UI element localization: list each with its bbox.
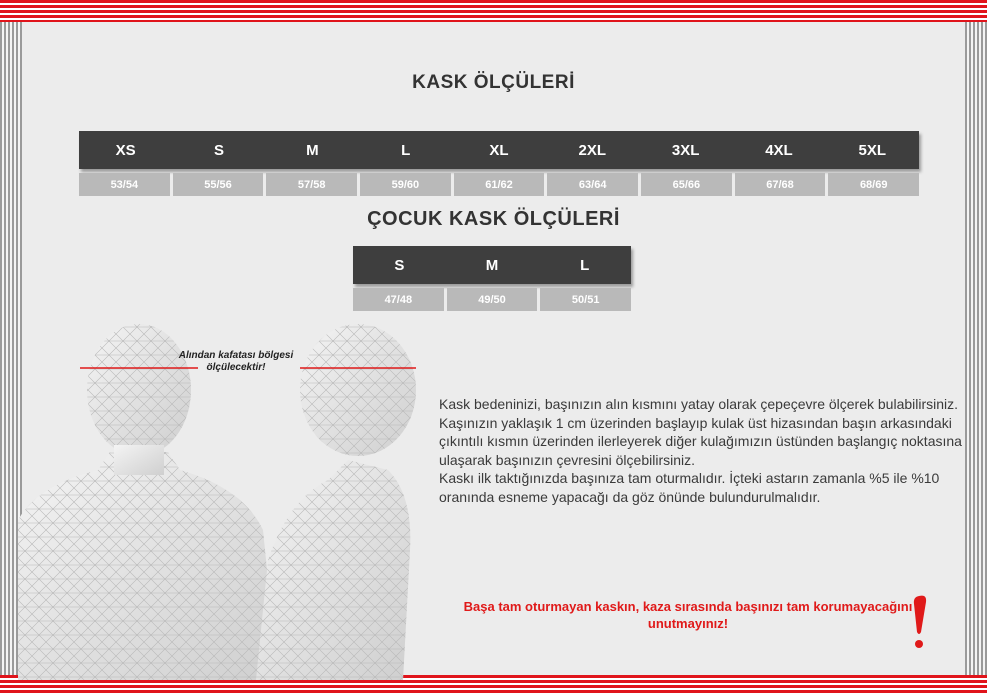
measurement-cell: 55/56 — [173, 173, 264, 196]
size-label: 3XL — [671, 141, 700, 159]
measurement-cell: 61/62 — [454, 173, 545, 196]
adult-size-header-row — [79, 131, 919, 169]
size-label: L — [580, 256, 590, 274]
warning-text: Başa tam oturmayan kaskın, kaza sırasında başınızı tam korumayacağını unutmayınız! — [463, 599, 913, 631]
child-size-header-row — [353, 246, 631, 284]
size-label: XL — [489, 141, 509, 159]
child-size-table — [353, 246, 631, 311]
measurement-cell: 50/51 — [540, 288, 631, 311]
size-label: M — [485, 256, 499, 274]
description-paragraph: Kaskı ilk taktığınızda başınıza tam oturmalıdır. İçteki astarın zamanla %5 ile %10 oranında esneme yapacağı da göz önünde bulundurulmalıdır. — [439, 470, 940, 505]
child-size-title: ÇOCUK KASK ÖLÇÜLERİ — [367, 208, 620, 230]
adult-size-table — [79, 131, 919, 196]
measurement-cell: 63/64 — [547, 173, 638, 196]
measurement-cell: 65/66 — [641, 173, 732, 196]
exclamation-icon — [905, 592, 935, 652]
measurement-cell: 47/48 — [353, 288, 444, 311]
measurement-cell: 57/58 — [266, 173, 357, 196]
right-border-stripes — [965, 22, 987, 675]
head-measurement-illustration — [18, 320, 448, 680]
front-figure — [18, 324, 278, 680]
size-label: L — [401, 141, 411, 159]
measurement-cell: 68/69 — [828, 173, 919, 196]
adult-measurement-row — [79, 173, 919, 196]
child-measurement-row — [353, 288, 631, 311]
size-label: S — [213, 141, 224, 159]
description-paragraph: Kask bedeninizi, başınızın alın kısmını yatay olarak çepeçevre ölçerek bulabilirsiniz. Kaşınızın yaklaşık 1 cm üzerinden başlayıp kulak üst hizasından başın arkasındaki çıkıntılı kısmın üzerinden ilerleyerek diğer kulağımızın üstünden başlangıç noktasına ulaşarak başınızın çevresini ölçebilirsiniz. — [439, 396, 962, 468]
measurement-cell: 67/68 — [735, 173, 826, 196]
size-label: 4XL — [765, 141, 793, 159]
measurement-cell: 53/54 — [79, 173, 170, 196]
size-label: S — [394, 256, 405, 274]
measurement-cell: 49/50 — [447, 288, 538, 311]
size-label: XS — [115, 141, 136, 159]
top-border-stripes — [0, 0, 987, 22]
adult-size-title: KASK ÖLÇÜLERİ — [412, 72, 575, 93]
measurement-note: Alından kafatası bölgesi ölçülecektir! — [178, 350, 294, 373]
side-figure — [256, 324, 416, 680]
size-label: M — [306, 141, 319, 159]
size-label: 2XL — [578, 141, 607, 159]
size-label: 5XL — [858, 141, 887, 159]
measurement-description — [439, 395, 969, 506]
measurement-cell: 59/60 — [360, 173, 451, 196]
